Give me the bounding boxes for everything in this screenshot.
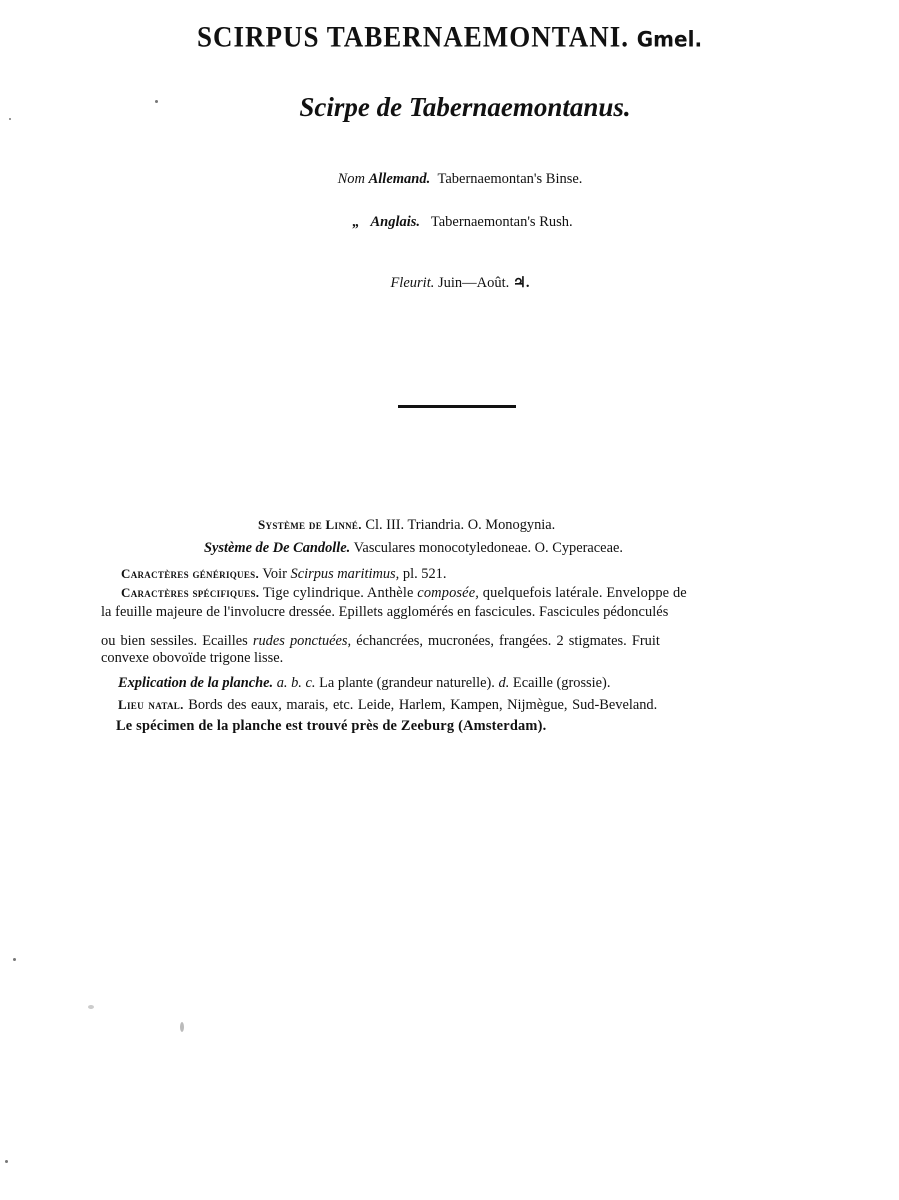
generic-line: [121, 566, 446, 583]
explication-label: Explication de la planche.: [118, 675, 274, 691]
specific-text-3-italic: rudes ponctuées,: [252, 633, 352, 649]
specific-text-4: convexe obovoïde trigone lisse.: [101, 650, 284, 666]
perennial-symbol: ♃.: [512, 275, 530, 291]
paper-speck: [9, 118, 11, 120]
paper-speck: [155, 100, 158, 103]
flowering-line: [0, 275, 899, 292]
generic-voir: Voir: [262, 566, 287, 582]
german-label: Allemand.: [368, 171, 431, 187]
candolle-line: [204, 540, 623, 557]
specific-text-3b: échancrées, mucronées, frangées. 2 stigmates. Fruit: [356, 633, 660, 649]
linne-label: Système de Linné.: [258, 517, 362, 532]
lieu-natal-line: [118, 697, 657, 714]
linne-line: [258, 517, 555, 534]
candolle-label: Système de De Candolle.: [204, 540, 351, 556]
explication-plant: La plante (grandeur naturelle).: [319, 675, 495, 691]
specific-line-1: [121, 585, 811, 602]
section-divider: [398, 405, 516, 408]
flowering-label: Fleurit.: [390, 275, 435, 291]
explication-line: [118, 675, 610, 692]
explication-figures-abc: a. b. c.: [276, 675, 316, 691]
candolle-value: Vasculares monocotyledoneae. O. Cyperaceae.: [353, 540, 623, 556]
specific-text-3a: ou bien sessiles. Ecailles: [101, 633, 248, 649]
english-label: Anglais.: [370, 214, 421, 230]
page-title: [0, 21, 899, 54]
explication-scale: Ecaille (grossie).: [512, 675, 611, 691]
specific-text-1b: quelquefois latérale. Enveloppe de: [482, 585, 687, 601]
german-label-nom: Nom: [337, 171, 365, 187]
species-name: SCIRPUS TABERNAEMONTANI.: [196, 20, 630, 54]
explication-figure-d: d.: [498, 675, 510, 691]
specific-text-1a: Tige cylindrique. Anthèle: [262, 585, 414, 601]
english-name: Tabernaemontan's Rush.: [430, 214, 573, 230]
generic-reference: Scirpus maritimus,: [290, 566, 400, 582]
lieu-natal-value: Bords des eaux, marais, etc. Leide, Harlem, Kampen, Nijmègue, Sud-Beveland.: [188, 697, 658, 713]
author-abbreviation: Gmel.: [636, 26, 703, 53]
linne-value: Cl. III. Triandria. O. Monogynia.: [365, 517, 556, 533]
german-name: Tabernaemontan's Binse.: [437, 171, 583, 187]
specific-line-3: [101, 633, 660, 650]
lieu-natal-label: Lieu natal.: [118, 697, 184, 712]
specific-line-4: [101, 650, 283, 667]
french-name: Scirpe de Tabernaemontanus.: [299, 92, 631, 122]
paper-speck: [88, 1005, 94, 1009]
paper-speck: [180, 1022, 184, 1032]
ditto-mark: „: [352, 214, 360, 230]
english-name-line: [0, 214, 899, 231]
generic-plate: pl. 521.: [402, 566, 447, 582]
flowering-period: Juin—Août.: [437, 275, 510, 291]
specific-text-1-italic: composée,: [417, 585, 479, 601]
german-name-line: [0, 171, 899, 188]
paper-speck: [5, 1160, 8, 1163]
specific-label: Caractères spécifiques.: [121, 585, 260, 600]
specific-line-2: [101, 604, 668, 621]
specimen-line: [116, 718, 546, 735]
paper-speck: [13, 958, 16, 961]
generic-label: Caractères génériques.: [121, 566, 260, 581]
specimen-text: Le spécimen de la planche est trouvé près de Zeeburg (Amsterdam).: [116, 718, 547, 734]
specific-text-2: la feuille majeure de l'involucre dressée. Epillets agglomérés en fascicules. Fascicules pédonculés: [101, 604, 669, 620]
